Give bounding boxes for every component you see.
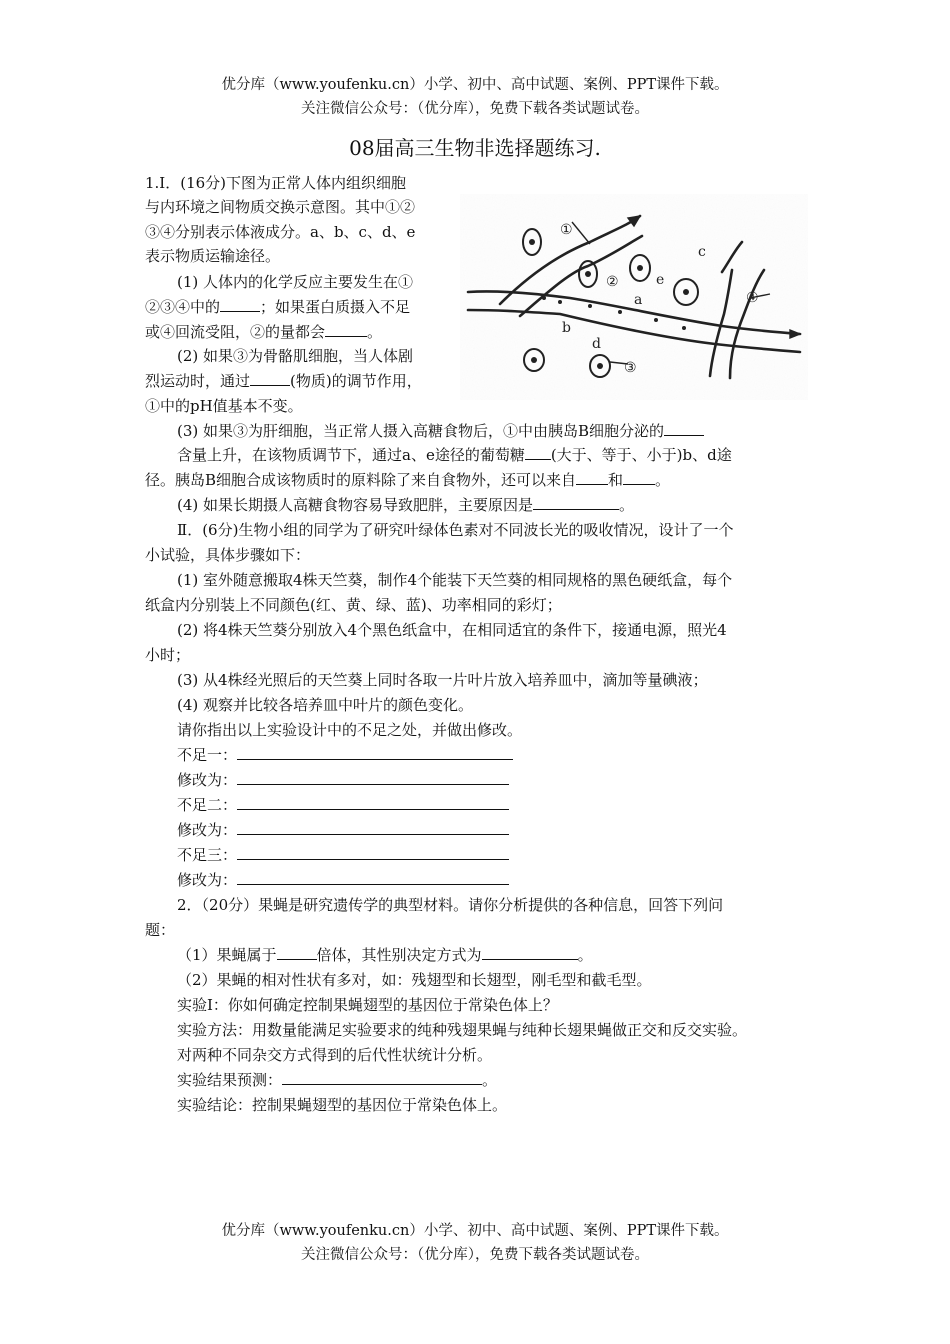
q1-p3-line: 径。胰岛B细胞合成该物质时的原料除了来自食物外，还可以来自 和 。 [145,471,671,489]
q1-p3-line: 含量上升，在该物质调节下，通过a、e途径的葡萄糖 (大于、等于、小于)b、d途 [177,446,732,464]
label-4: ④ [746,290,759,306]
q2-line: 2．（20分）果蝇是研究遗传学的典型材料。请你分析提供的各种信息，回答下列问 [177,896,724,914]
fill-line: 不足一： [177,743,513,767]
q2-line: 实验I：你如何确定控制果蝇翅型的基因位于常染色体上？ [177,996,558,1014]
answer-blank[interactable] [525,444,551,460]
q1-p3-line: (3) 如果③为肝细胞，当正常人摄入高糖食物后，①中由胰岛B细胞分泌的 [177,419,704,443]
fill-line: 不足二： [177,793,509,817]
answer-blank[interactable] [237,844,509,860]
footer-line-1: 优分库（www.youfenku.cn）小学、初中、高中试题、案例、PPT课件下载。 [221,1223,729,1239]
label-b: b [562,320,571,336]
page-title: 08届高三生物非选择题练习. [349,136,601,160]
answer-blank[interactable] [237,794,509,810]
q2-line: 实验结果预测： 。 [177,1071,498,1089]
answer-blank[interactable] [664,420,704,436]
label-a: a [634,292,643,308]
fill-line: 修改为： [177,868,509,892]
q1-p2-line: ①中的pH值基本不变。 [145,397,303,415]
answer-blank[interactable] [250,370,290,386]
q1-part2-line: 小试验，具体步骤如下： [145,546,311,564]
q2-line: 题： [145,921,176,939]
q1-p4-line: (4) 如果长期摄人高糖食物容易导致肥胖，主要原因是 。 [177,496,635,514]
fill-line: 修改为： [177,818,509,842]
answer-blank[interactable] [576,469,608,485]
q1-step-line: (3) 从4株经光照后的天竺葵上同时各取一片叶片放入培养皿中，滴加等量碘液； [177,671,708,689]
q1-step-line: (2) 将4株天竺葵分别放入4个黑色纸盒中，在相同适宜的条件下，接通电源，照光4 [177,621,727,639]
q1-p1-line: (1) 人体内的化学反应主要发生在① [177,273,414,291]
q1-intro-line: 表示物质运输途径。 [145,247,281,265]
answer-blank[interactable] [277,944,317,960]
q1-p1-line: 或④回流受阻，②的量都会 。 [145,323,383,341]
fill-line: 修改为： [177,768,509,792]
q1-p2-line: 烈运动时，通过 (物质)的调节作用， [145,372,422,390]
answer-blank[interactable] [237,869,509,885]
label-1: ① [560,222,573,238]
label-2: ② [606,274,619,290]
q1-intro-line: 与内环境之间物质交换示意图。其中①② [145,198,416,216]
q1-step-line: (1) 室外随意搬取4株天竺葵，制作4个能装下天竺葵的相同规格的黑色硬纸盒，每个 [177,571,733,589]
fill-line: 不足三： [177,843,509,867]
q1-p1-line: ②③④中的 ；如果蛋白质摄入不足 [145,298,411,316]
answer-blank[interactable] [220,296,260,312]
q2-line: 实验方法：用数量能满足实验要求的纯种残翅果蝇与纯种长翅果蝇做正交和反交实验。 [177,1021,748,1039]
q2-line: 对两种不同杂交方式得到的后代性状统计分析。 [177,1046,493,1064]
answer-blank[interactable] [325,321,367,337]
answer-blank[interactable] [237,819,509,835]
q1-p2-line: (2) 如果③为骨骼肌细胞，当人体剧 [177,347,414,365]
q1-step-line: 纸盒内分别装上不同颜色(红、黄、绿、蓝)、功率相同的彩灯； [145,596,562,614]
q1-part2-line: Ⅱ．(6分)生物小组的同学为了研究叶绿体色素对不同波长光的吸收情况，设计了一个 [177,521,734,539]
label-3: ③ [624,360,637,376]
footer-line-2: 关注微信公众号：（优分库），免费下载各类试题试卷。 [301,1247,649,1263]
label-e: e [656,272,665,288]
q2-line: （2）果蝇的相对性状有多对，如：残翅型和长翅型，刚毛型和截毛型。 [177,971,652,989]
header-line-2: 关注微信公众号：（优分库），免费下载各类试题试卷。 [301,101,649,117]
answer-blank[interactable] [237,744,513,760]
q1-intro-line: 1.Ⅰ．(16分)下图为正常人体内组织细胞 [145,174,407,192]
q1-step-line: 小时； [145,646,191,664]
q1-ask-line: 请你指出以上实验设计中的不足之处，并做出修改。 [177,721,523,739]
label-d: d [592,336,601,352]
q1-step-line: (4) 观察并比较各培养皿中叶片的颜色变化。 [177,696,474,714]
q2-line: 实验结论：控制果蝇翅型的基因位于常染色体上。 [177,1096,508,1114]
answer-blank[interactable] [623,469,655,485]
q1-intro-line: ③④分别表示体液成分。a、b、c、d、e [145,223,416,241]
header-line-1: 优分库（www.youfenku.cn）小学、初中、高中试题、案例、PPT课件下载。 [221,77,729,93]
answer-blank[interactable] [237,769,509,785]
answer-blank[interactable] [533,494,619,510]
q2-line: （1）果蝇属于 倍体，其性别决定方式为 。 [177,946,593,964]
answer-blank[interactable] [482,944,578,960]
answer-blank[interactable] [282,1069,482,1085]
body-fluid-exchange-diagram [460,194,808,400]
label-c: c [698,244,706,260]
